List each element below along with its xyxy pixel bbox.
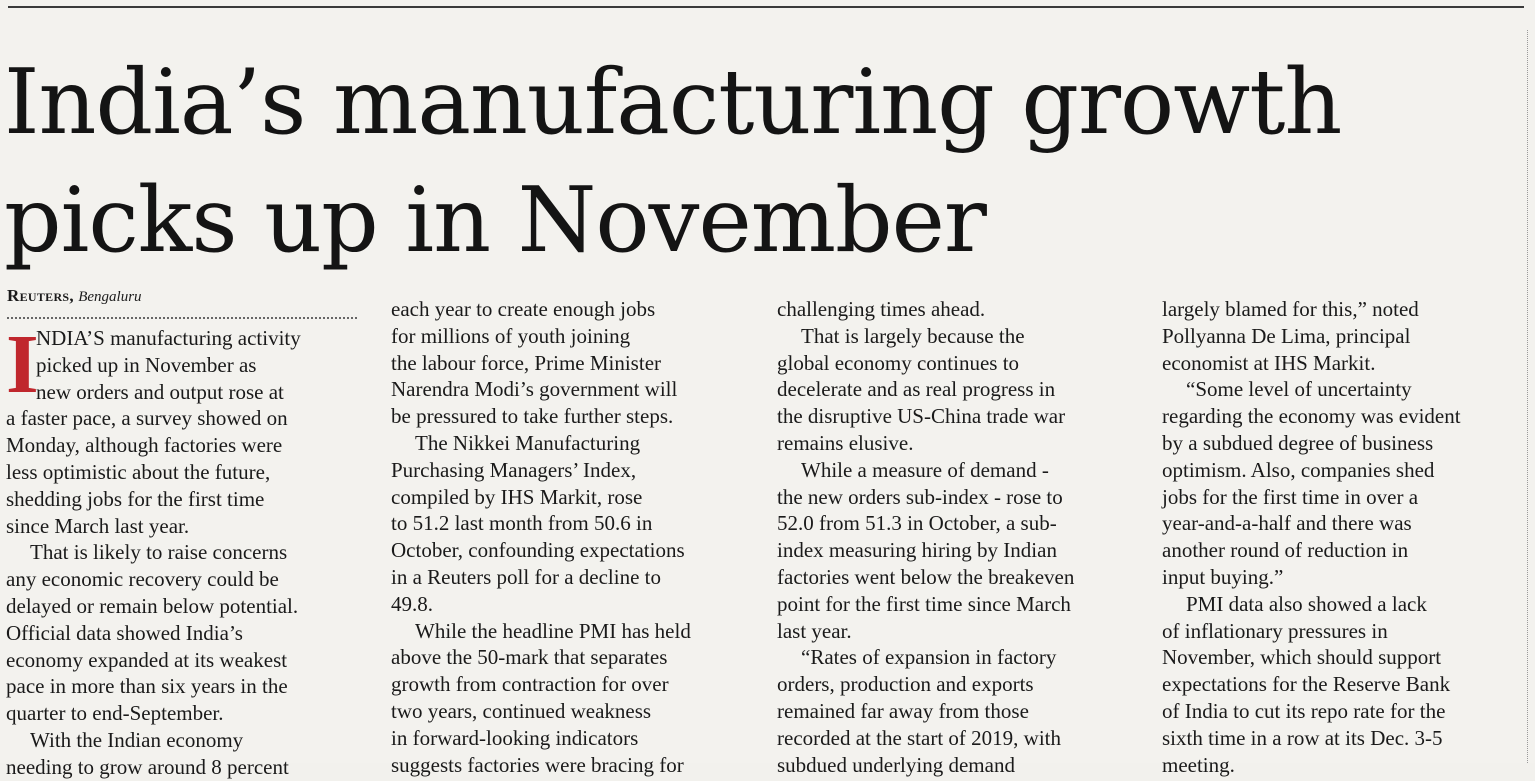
article-text-line: in forward-looking indicators [391, 725, 639, 750]
article-text-line: for millions of youth joining [391, 323, 631, 348]
article-text-line: orders, production and exports [777, 672, 1034, 697]
article-text-line: by a subdued degree of business [1162, 430, 1434, 455]
article-text-line: year-and-a-half and there was [1162, 511, 1412, 536]
article-text-line: Purchasing Managers’ Index, [391, 457, 637, 482]
article-text-line: November, which should support [1162, 645, 1442, 670]
article-text-line: compiled by IHS Markit, rose [391, 484, 643, 509]
article-column-2 [391, 296, 756, 778]
article-text-line: October, confounding expectations [391, 538, 685, 563]
article-text-line: shedding jobs for the first time [6, 486, 265, 511]
article-text-line: economy expanded at its weakest [6, 647, 288, 672]
article-text-line: remained far away from those [777, 698, 1029, 723]
article-text-line: sixth time in a row at its Dec. 3-5 [1162, 725, 1443, 750]
byline [7, 285, 142, 308]
article-text-line: “Some level of uncertainty [1186, 377, 1412, 402]
byline-rule [7, 317, 357, 319]
article-text-line: Monday, although factories were [6, 433, 283, 458]
article-text-line: economist at IHS Markit. [1162, 350, 1376, 375]
article-text-line: of India to cut its repo rate for the [1162, 698, 1446, 723]
article-text-line: delayed or remain below potential. [6, 593, 299, 618]
byline-place: Bengaluru [78, 289, 142, 305]
article-text-line: While a measure of demand - [801, 457, 1049, 482]
article-headline [4, 44, 1529, 280]
article-text-line: largely blamed for this,” noted [1162, 297, 1419, 321]
article-text-line: each year to create enough jobs [391, 297, 656, 321]
article-text-line: remains elusive. [777, 430, 914, 455]
article-text-line: any economic recovery could be [6, 567, 279, 592]
article-text-line: needing to grow around 8 percent [6, 754, 289, 779]
article-text-line: recorded at the start of 2019, with [777, 725, 1061, 750]
article-text-line: 52.0 from 51.3 in October, a sub- [777, 511, 1057, 536]
article-text-line: “Rates of expansion in factory [801, 645, 1057, 670]
article-text-line: the disruptive US-China trade war [777, 404, 1066, 429]
byline-agency: Reuters, [7, 286, 74, 305]
article-text-line: new orders and output rose at [36, 379, 284, 404]
article-text-line: meeting. [1162, 752, 1235, 777]
article-text-line: two years, continued weakness [391, 698, 652, 723]
article-text-line: Narendra Modi’s government will [391, 377, 678, 402]
article-text-line: picked up in November as [36, 352, 257, 377]
article-text-line: global economy continues to [777, 350, 1020, 375]
article-text-line: The Nikkei Manufacturing [415, 430, 641, 455]
article-column-4 [1162, 296, 1524, 778]
top-rule [8, 6, 1524, 8]
article-text-line: the labour force, Prime Minister [391, 350, 662, 375]
drop-cap: I [6, 318, 39, 411]
article-text-line: regarding the economy was evident [1162, 404, 1461, 429]
article-column-3 [777, 296, 1147, 778]
article-text-line: another round of reduction in [1162, 538, 1409, 563]
article-text-line: jobs for the first time in over a [1162, 484, 1419, 509]
article-text-line: above the 50-mark that separates [391, 645, 668, 670]
article-text-line: With the Indian economy [30, 727, 244, 752]
article-text-line: quarter to end-September. [6, 701, 224, 726]
headline-line-1: India’s manufacturing growth [4, 50, 1342, 155]
article-text-line: of inflationary pressures in [1162, 618, 1388, 643]
article-text-line: optimism. Also, companies shed [1162, 457, 1435, 482]
article-text-line: expectations for the Reserve Bank [1162, 672, 1451, 697]
article-text-line: decelerate and as real progress in [777, 377, 1056, 402]
article-text-line: NDIA’S manufacturing activity [36, 326, 301, 350]
article-text-line: Official data showed India’s [6, 620, 243, 645]
article-text-line: PMI data also showed a lack [1186, 591, 1427, 616]
article-text-line: a faster pace, a survey showed on [6, 406, 288, 431]
article-text-line: point for the first time since March [777, 591, 1071, 616]
article-text-line: factories went below the breakeven [777, 564, 1075, 589]
article-text-line: index measuring hiring by Indian [777, 538, 1057, 563]
article-column-1 [6, 318, 366, 781]
article-text-line: since March last year. [6, 513, 190, 538]
article-text-line: suggests factories were bracing for [391, 752, 684, 777]
article-text-line: While the headline PMI has held [415, 618, 691, 643]
article-text-line: Pollyanna De Lima, principal [1162, 323, 1411, 348]
article-text-line: challenging times ahead. [777, 297, 986, 321]
article-text-line: the new orders sub-index - rose to [777, 484, 1063, 509]
article-text-line: That is likely to raise concerns [30, 540, 288, 565]
article-text-line: That is largely because the [801, 323, 1025, 348]
article-text-line: in a Reuters poll for a decline to [391, 564, 661, 589]
article-text-line: pace in more than six years in the [6, 674, 288, 699]
article-text-line: to 51.2 last month from 50.6 in [391, 511, 653, 536]
headline-line-2: picks up in November [4, 168, 986, 273]
article-text-line: less optimistic about the future, [6, 459, 271, 484]
article-text-line: growth from contraction for over [391, 672, 669, 697]
article-text-line: subdued underlying demand [777, 752, 1015, 777]
article-text-line: 49.8. [391, 591, 433, 616]
article-text-line: input buying.” [1162, 564, 1284, 589]
article-text-line: be pressured to take further steps. [391, 404, 674, 429]
article-text-line: last year. [777, 618, 852, 643]
